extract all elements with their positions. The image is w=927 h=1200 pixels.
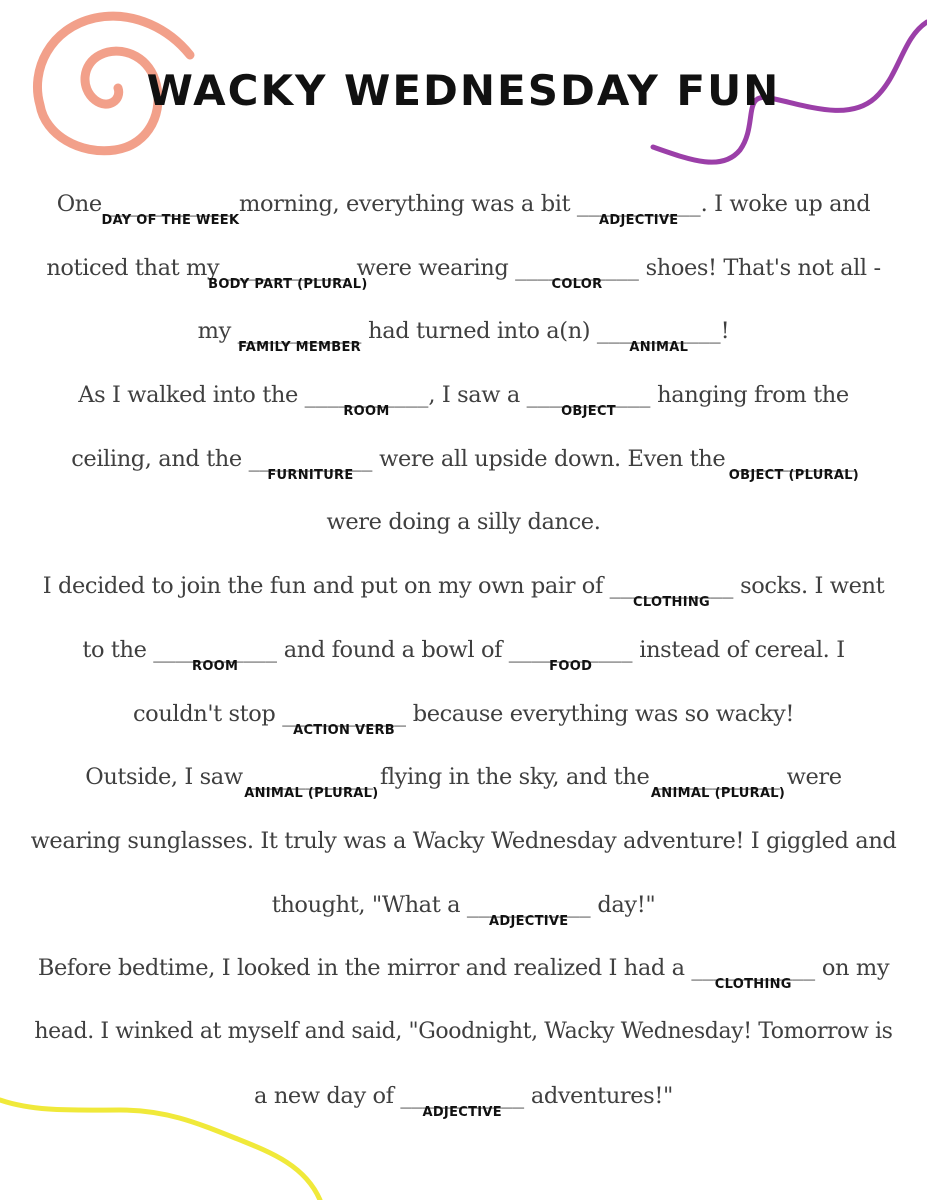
- story-text: were all upside down. Even the: [372, 445, 733, 472]
- blank-line: ___________: [304, 382, 429, 409]
- fill-in-blank[interactable]: [467, 879, 591, 931]
- story-text: morning, everything was a bit: [232, 191, 577, 217]
- story-text: on my: [815, 955, 890, 982]
- story-line: [28, 178, 899, 242]
- fill-in-blank[interactable]: [691, 942, 815, 994]
- blank-line: ___________: [466, 891, 591, 918]
- story-text: flying in the sky, and the: [373, 764, 657, 791]
- story-line: [28, 496, 899, 560]
- story-body: [28, 178, 899, 1133]
- fill-in-blank[interactable]: [208, 242, 368, 294]
- story-line: [28, 942, 899, 1006]
- story-line: [28, 369, 899, 433]
- fill-in-blank[interactable]: [577, 178, 701, 230]
- story-text: As I walked into the: [78, 382, 305, 409]
- story-text: and found a bowl of: [277, 636, 509, 663]
- blank-line: ___________: [400, 1082, 525, 1109]
- blank-line: ___________: [249, 764, 374, 791]
- fill-in-blank[interactable]: [728, 433, 860, 485]
- blank-hint-label: CLOTHING: [633, 595, 710, 611]
- blank-line: ___________: [515, 254, 639, 281]
- story-text: instead of cereal. I: [632, 636, 845, 663]
- fill-in-blank[interactable]: [527, 369, 651, 421]
- story-text: . I woke up and: [700, 191, 871, 217]
- story-text: Outside, I saw: [85, 764, 250, 791]
- story-line: [28, 242, 899, 306]
- blank-hint-label: FURNITURE: [267, 467, 354, 483]
- story-text: a new day of: [254, 1082, 401, 1109]
- fill-in-blank[interactable]: [249, 433, 373, 485]
- blank-hint-label: BODY PART (PLURAL): [208, 276, 368, 292]
- fill-in-blank[interactable]: [282, 688, 406, 740]
- fill-in-blank[interactable]: [238, 305, 362, 357]
- story-line: [28, 1070, 899, 1134]
- fill-in-blank[interactable]: [509, 624, 633, 676]
- blank-line: ___________: [526, 382, 651, 409]
- story-text: couldn't stop: [132, 700, 283, 727]
- blank-hint-label: OBJECT: [561, 404, 616, 420]
- blank-line: ___________: [237, 318, 362, 345]
- story-text: adventures!": [524, 1082, 673, 1109]
- story-line: [28, 879, 899, 943]
- blank-line: ___________: [248, 445, 373, 472]
- blank-hint-label: ADJECTIVE: [422, 1104, 502, 1120]
- fill-in-blank[interactable]: [400, 1070, 524, 1122]
- blank-hint-label: ANIMAL (PLURAL): [650, 786, 786, 802]
- fill-in-blank[interactable]: [244, 751, 379, 803]
- blank-hint-label: OBJECT (PLURAL): [728, 467, 860, 483]
- story-line: [28, 433, 899, 497]
- fill-in-blank[interactable]: [101, 178, 240, 230]
- story-line: [28, 1006, 899, 1070]
- fill-in-blank[interactable]: [610, 560, 734, 612]
- story-text: thought, "What a: [271, 891, 467, 918]
- fill-in-blank[interactable]: [650, 751, 786, 803]
- story-text: One: [56, 191, 109, 217]
- story-line: [28, 560, 899, 624]
- blank-line: ___________: [508, 636, 633, 663]
- fill-in-blank[interactable]: [515, 242, 639, 294]
- blank-hint-label: ANIMAL (PLURAL): [244, 786, 379, 802]
- blank-hint-label: ROOM: [192, 658, 239, 674]
- story-line: [28, 305, 899, 369]
- story-text: head. I winked at myself and said, "Goodnight, Wacky Wednesday! Tomorrow is: [34, 1018, 893, 1044]
- blank-line: ___________: [282, 700, 406, 727]
- story-text: hanging from the: [650, 382, 849, 409]
- blank-hint-label: ANIMAL: [629, 340, 689, 356]
- story-line: [28, 751, 899, 815]
- story-text: were wearing: [349, 254, 516, 281]
- story-text: ceiling, and the: [71, 445, 249, 472]
- blank-line: ___________: [576, 191, 701, 217]
- blank-hint-label: ACTION VERB: [293, 722, 396, 738]
- story-text: noticed that my: [46, 254, 226, 281]
- page-title: WACKY WEDNESDAY FUN: [146, 66, 781, 115]
- blank-line: ___________: [609, 573, 734, 600]
- story-text: to the: [82, 636, 154, 663]
- blank-hint-label: ROOM: [343, 404, 390, 420]
- story-line: [28, 688, 899, 752]
- story-text: had turned into a(n): [361, 318, 597, 345]
- blank-line: ___________: [691, 955, 816, 982]
- blank-line: ___________: [153, 636, 278, 663]
- blank-hint-label: FAMILY MEMBER: [238, 340, 361, 356]
- blank-hint-label: ADJECTIVE: [489, 913, 569, 929]
- blank-line: ___________: [656, 764, 780, 791]
- fill-in-blank[interactable]: [597, 305, 721, 357]
- blank-hint-label: ADJECTIVE: [599, 213, 679, 228]
- story-text: !: [720, 318, 730, 345]
- blank-line: ___________: [226, 254, 350, 281]
- blank-line: ___________: [732, 445, 856, 472]
- fill-in-blank[interactable]: [153, 624, 277, 676]
- story-text: my: [197, 318, 238, 345]
- story-text: , I saw a: [428, 382, 527, 409]
- story-text: day!": [590, 891, 656, 918]
- story-text: shoes! That's not all -: [638, 254, 881, 281]
- story-text: were doing a silly dance.: [326, 509, 601, 536]
- blank-hint-label: COLOR: [551, 276, 603, 292]
- story-text: Before bedtime, I looked in the mirror and realized I had a: [37, 955, 692, 982]
- story-line: [28, 624, 899, 688]
- story-text: socks. I went: [733, 573, 885, 600]
- blank-hint-label: FOOD: [549, 658, 593, 674]
- blank-line: ___________: [596, 318, 721, 345]
- blank-line: ___________: [108, 191, 233, 217]
- story-line: [28, 815, 899, 879]
- story-text: because everything was so wacky!: [405, 700, 794, 727]
- blank-hint-label: CLOTHING: [714, 977, 792, 993]
- story-text: I decided to join the fun and put on my own pair of: [42, 573, 610, 600]
- story-text: were: [779, 764, 842, 791]
- blank-hint-label: DAY OF THE WEEK: [101, 213, 240, 228]
- story-text: wearing sunglasses. It truly was a Wacky Wednesday adventure! I giggled and: [30, 827, 897, 854]
- fill-in-blank[interactable]: [305, 369, 429, 421]
